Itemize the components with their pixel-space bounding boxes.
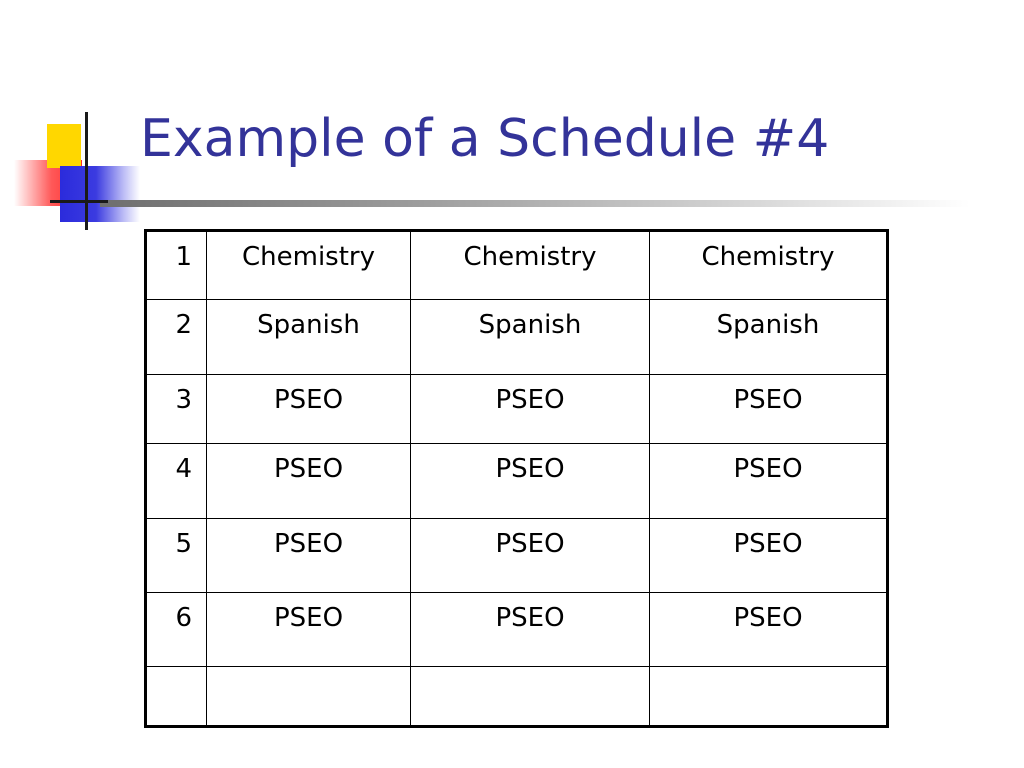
table-cell: Spanish bbox=[411, 300, 650, 375]
table-row bbox=[146, 231, 888, 300]
table-cell: PSEO bbox=[411, 519, 650, 593]
table-cell bbox=[207, 667, 411, 727]
table-cell: PSEO bbox=[650, 375, 888, 444]
table-cell: PSEO bbox=[650, 444, 888, 519]
table-cell: PSEO bbox=[207, 593, 411, 667]
table-cell bbox=[411, 667, 650, 727]
table-cell: PSEO bbox=[207, 444, 411, 519]
vertical-accent-line bbox=[85, 112, 88, 230]
table-cell: Chemistry bbox=[650, 231, 888, 300]
period-number-cell: 4 bbox=[146, 444, 207, 519]
yellow-accent-block bbox=[47, 124, 81, 168]
table-cell: PSEO bbox=[207, 519, 411, 593]
table-row bbox=[146, 593, 888, 667]
table-row bbox=[146, 444, 888, 519]
table-cell: PSEO bbox=[411, 593, 650, 667]
schedule-table bbox=[144, 229, 889, 728]
title-underline-rule bbox=[100, 200, 970, 207]
period-number-cell: 2 bbox=[146, 300, 207, 375]
table-cell bbox=[650, 667, 888, 727]
period-number-cell bbox=[146, 667, 207, 727]
table-cell: PSEO bbox=[207, 375, 411, 444]
table-cell: PSEO bbox=[411, 444, 650, 519]
table-row bbox=[146, 300, 888, 375]
table-cell: Spanish bbox=[650, 300, 888, 375]
period-number-cell: 5 bbox=[146, 519, 207, 593]
period-number-cell: 3 bbox=[146, 375, 207, 444]
slide-title: Example of a Schedule #4 bbox=[140, 109, 830, 169]
table-cell: PSEO bbox=[411, 375, 650, 444]
table-cell: PSEO bbox=[650, 519, 888, 593]
table-cell: PSEO bbox=[650, 593, 888, 667]
period-number-cell: 1 bbox=[146, 231, 207, 300]
horizontal-accent-line bbox=[50, 200, 108, 203]
table-cell: Spanish bbox=[207, 300, 411, 375]
table-row bbox=[146, 375, 888, 444]
table-row-empty bbox=[146, 667, 888, 727]
period-number-cell: 6 bbox=[146, 593, 207, 667]
table-row bbox=[146, 519, 888, 593]
table-cell: Chemistry bbox=[411, 231, 650, 300]
blue-accent-block bbox=[60, 166, 140, 222]
table-cell: Chemistry bbox=[207, 231, 411, 300]
